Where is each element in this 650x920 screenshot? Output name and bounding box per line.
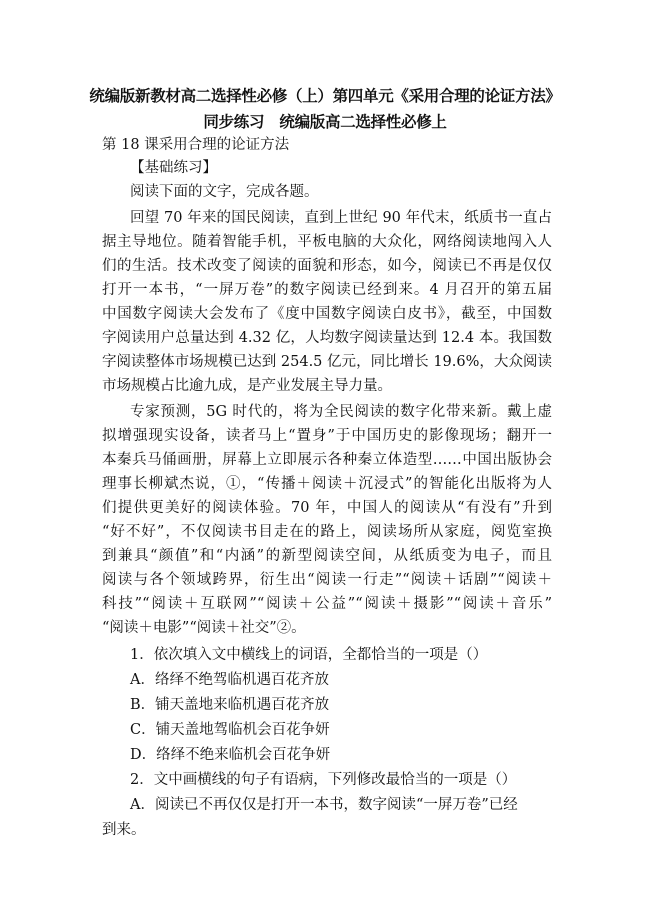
question-1-option-a: A．络绎不绝驾临机遇百花齐放	[130, 672, 329, 688]
passage-line: 理事长柳斌杰说，①，“传播＋阅读＋沉浸式”的智能化出版将为人	[102, 476, 552, 492]
passage-line: 字阅读用户总量达到 4.32 亿，人均数字阅读量达到 12.4 本。我国数	[102, 330, 552, 346]
question-1-option-c: C．铺天盖地驾临机会百花争妍	[130, 722, 330, 738]
document-title-line1: 统编版新教材高二选择性必修（上）第四单元《采用合理的论证方法》	[89, 87, 561, 105]
passage-line: “阅读＋电影”“阅读＋社交”②。	[102, 620, 306, 636]
passage-line: 回望 70 年来的国民阅读，直到上世纪 90 年代末，纸质书一直占	[130, 210, 552, 226]
passage-line: 们的生活。技术改变了阅读的面貌和形态，如今，阅读已不再是仅仅	[102, 258, 552, 274]
question-2-stem: 2．文中画横线的句子有语病，下列修改最恰当的一项是（）	[130, 772, 517, 788]
passage-line: 到兼具“颜值”和“内涵”的新型阅读空间，从纸质变为电子，而且	[102, 548, 552, 564]
passage-line: 们提供更美好的阅读体验。70 年，中国人的阅读从“有没有”升到	[102, 500, 552, 516]
question-1-option-b: B．铺天盖地来临机遇百花齐放	[130, 697, 330, 713]
question-2-option-a: A．阅读已不再仅仅是打开一本书，数字阅读“一屏万卷”已经	[130, 797, 518, 813]
passage-line: 中国数字阅读大会发布了《度中国数字阅读白皮书》，截至，中国数	[102, 306, 552, 322]
passage-line: 专家预测，5G 时代的，将为全民阅读的数字化带来新。戴上虚	[130, 404, 552, 420]
passage-line: 阅读与各个领域跨界，衍生出“阅读一行走”“阅读＋话剧”“阅读＋	[102, 572, 552, 588]
question-2-option-a-cont: 到来。	[102, 822, 146, 838]
passage-line: 据主导地位。随着智能手机，平板电脑的大众化，网络阅读地闯入人	[102, 234, 552, 250]
passage-line: 拟增强现实设备，读者马上“置身”于中国历史的影像现场；翻开一	[102, 428, 552, 444]
passage-line: 市场规模占比逾九成，是产业发展主导力量。	[102, 378, 392, 394]
question-1-option-d: D．络绎不绝来临机会百花争妍	[130, 747, 331, 763]
passage-line: 打开一本书，“一屏万卷”的数字阅读已经到来。4 月召开的第五届	[102, 282, 552, 298]
passage-line: 本秦兵马俑画册，屏幕上立即展示各种秦立体造型……中国出版协会	[102, 452, 552, 468]
lesson-heading: 第 18 课采用合理的论证方法	[102, 137, 290, 153]
passage-line: 字阅读整体市场规模已达到 254.5 亿元，同比增长 19.6%，大众阅读	[102, 354, 552, 370]
document-title-line2: 同步练习 统编版高二选择性必修上	[203, 113, 447, 131]
question-1-stem: 1．依次填入文中横线上的词语，全都恰当的一项是（）	[130, 647, 488, 663]
instruction-text: 阅读下面的文字，完成各题。	[130, 184, 319, 200]
passage-line: 科技”“阅读＋互联网”“阅读＋公益”“阅读＋摄影”“阅读＋音乐”	[102, 596, 552, 612]
section-label: 【基础练习】	[130, 160, 217, 176]
passage-line: “好不好”，不仅阅读书目走在的路上，阅读场所从家庭，阅览室换	[102, 524, 552, 540]
